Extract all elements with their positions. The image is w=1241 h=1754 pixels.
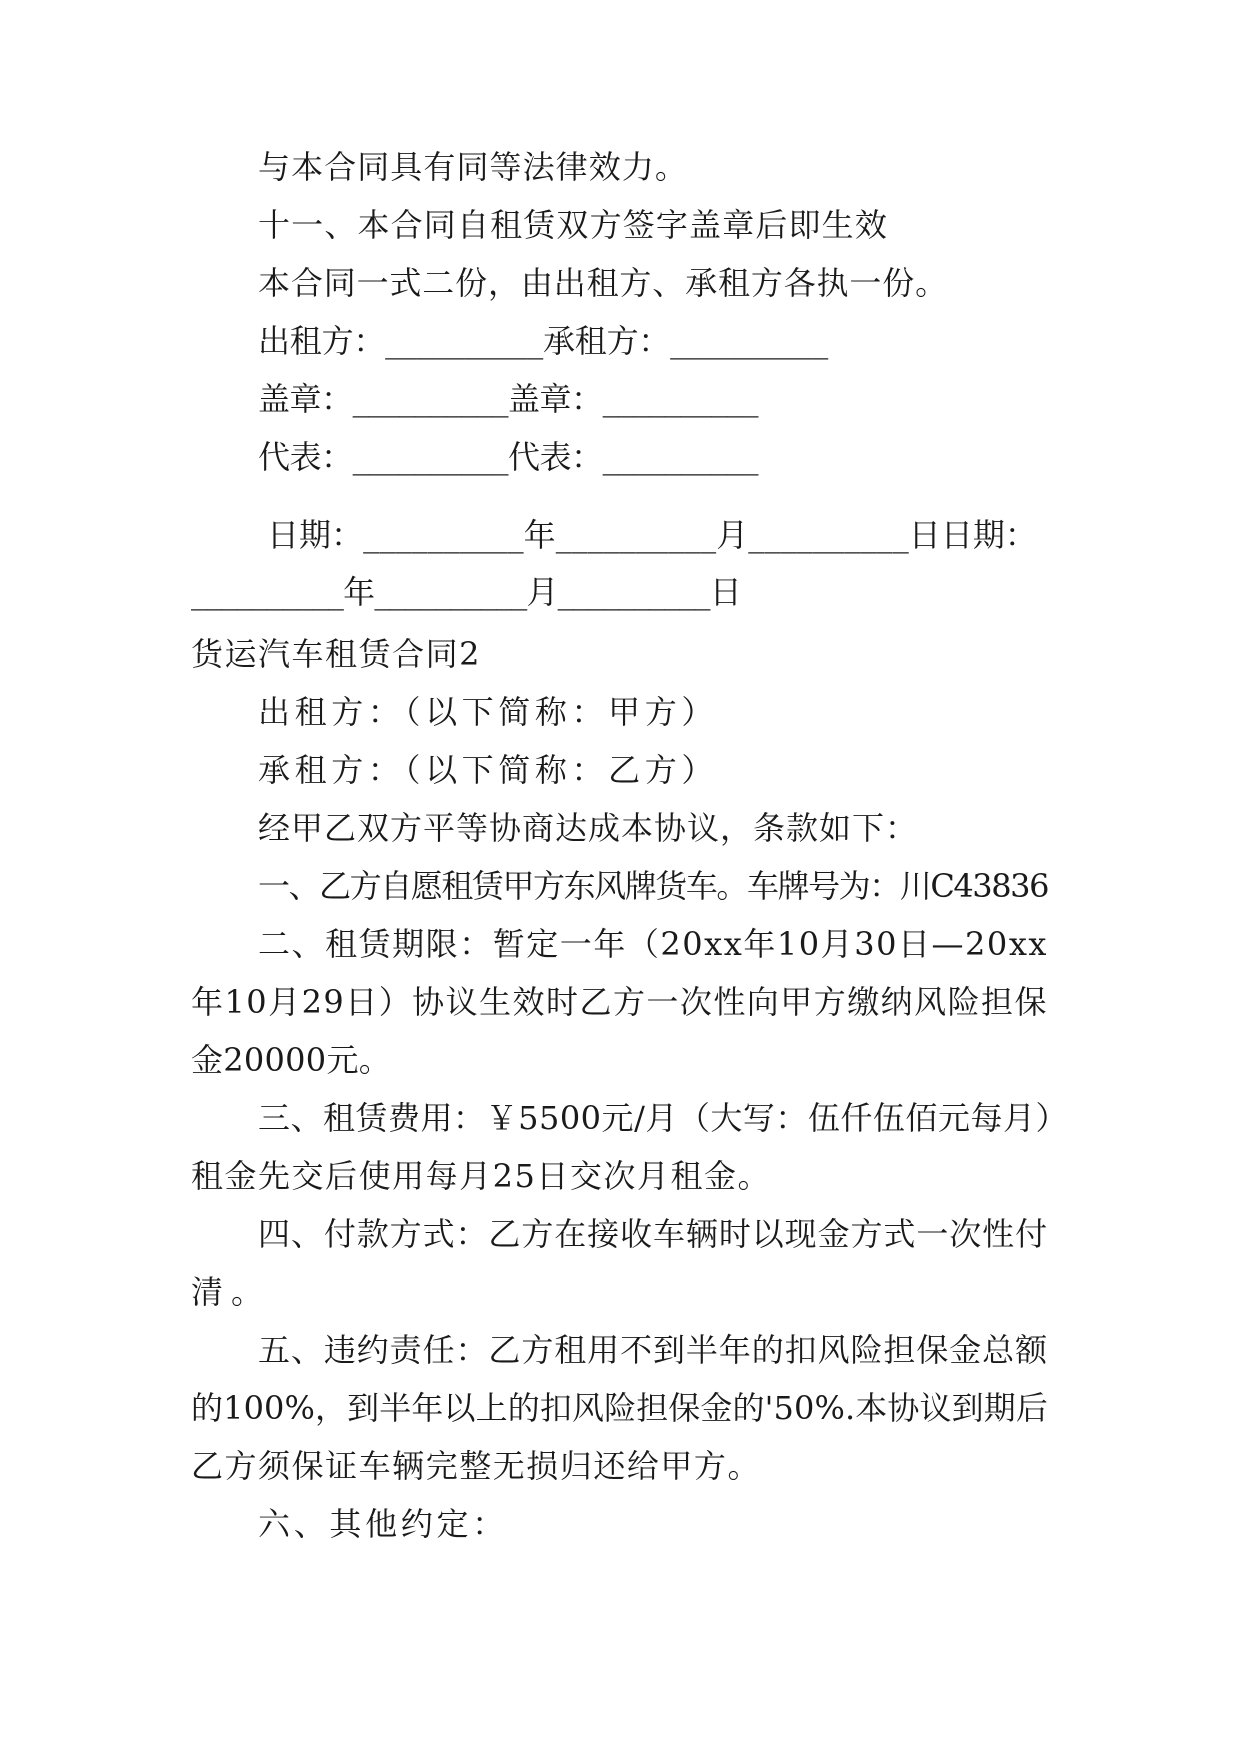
clause-four-continued: 清。 [191, 1273, 271, 1311]
lessee-line: 承租方：（以下简称：乙方） [258, 751, 718, 789]
lessor-line: 出租方：（以下简称：甲方） [258, 693, 718, 731]
clause-ten-continuation: 与本合同具有同等法律效力。 [258, 148, 688, 186]
clause-two-term: 二、租赁期限：暂定一年（20xx年10月30日—20xx [258, 925, 1048, 963]
contract-2-title: 货运汽车租赁合同2 [191, 635, 481, 673]
clause-five-return-vehicle: 乙方须保证车辆完整无损归还给甲方。 [191, 1447, 761, 1485]
copies-clause: 本合同一式二份，由出租方、承租方各执一份。 [258, 264, 948, 302]
clause-six-other: 六、其他约定： [258, 1505, 508, 1543]
clause-two-deposit: 金20000元。 [191, 1041, 391, 1079]
clause-eleven: 十一、本合同自租赁双方签字盖章后即生效 [258, 206, 888, 244]
clause-three-fee: 三、租赁费用：￥5500元/月（大写：伍仟伍佰元每月） [258, 1099, 1068, 1137]
clause-five-breach-continued: 的100%，到半年以上的扣风险担保金的'50%.本协议到期后 [191, 1389, 1048, 1427]
clause-five-breach: 五、违约责任：乙方租用不到半年的扣风险担保金总额 [258, 1331, 1048, 1369]
signature-date-line: 日期：__________年__________月__________日日期： [267, 516, 1037, 554]
clause-three-payment-schedule: 租金先交后使用每月25日交次月租金。 [191, 1157, 771, 1195]
signature-date-line-continued: __________年__________月__________日 [191, 573, 741, 611]
signature-parties-line: 出租方：__________承租方：__________ [258, 322, 828, 360]
agreement-intro: 经甲乙双方平等协商达成本协议，条款如下： [258, 809, 918, 847]
clause-two-term-continued: 年10月29日）协议生效时乙方一次性向甲方缴纳风险担保 [191, 983, 1048, 1021]
clause-one-vehicle: 一、乙方自愿租赁甲方东风牌货车。车牌号为：川C43836 [258, 867, 1048, 905]
clause-four-payment-method: 四、付款方式：乙方在接收车辆时以现金方式一次性付 [258, 1215, 1048, 1253]
signature-representative-line: 代表：__________代表：__________ [258, 438, 758, 476]
signature-seal-line: 盖章：__________盖章：__________ [258, 380, 758, 418]
